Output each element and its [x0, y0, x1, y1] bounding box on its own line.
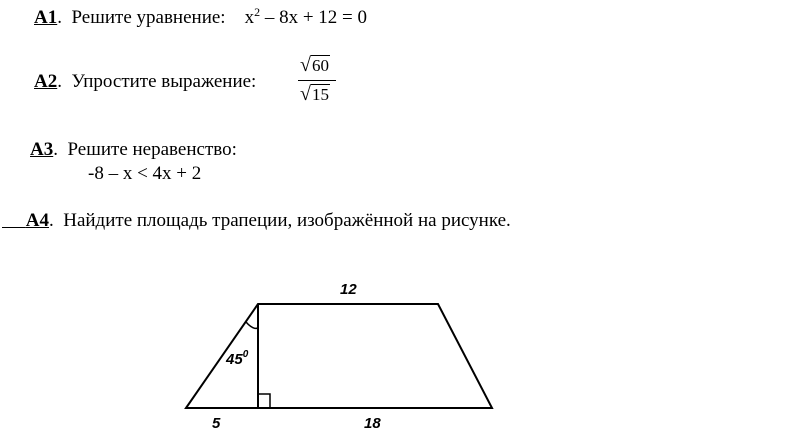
equation-lhs: x [244, 7, 255, 28]
task-a3-text: Решите неравенство: [67, 139, 237, 160]
task-a3-number: А3 [30, 139, 54, 160]
task-a1-number: А1 [34, 7, 58, 28]
right-angle-mark [258, 394, 270, 408]
label-top-base: 12 [340, 281, 357, 298]
label-angle-unit: 0 [242, 349, 249, 360]
task-a4-text: Найдите площадь трапеции, изображённой на рисунке. [63, 210, 511, 231]
task-a3-inequality: -8 – x < 4x + 2 [88, 163, 202, 184]
denominator-radicand: 15 [311, 85, 329, 104]
label-left-segment: 5 [212, 415, 221, 431]
label-right-segment: 18 [364, 415, 381, 431]
task-a1-text: Решите уравнение: [71, 7, 226, 28]
radical-sign-numerator: √ [300, 54, 311, 76]
task-a4-number-text: А4 [25, 210, 49, 231]
equation-rhs: – 8x + 12 = 0 [260, 7, 368, 28]
equation-exponent: 2 [254, 5, 261, 19]
label-angle-value: 45 [226, 351, 243, 368]
radical-sign-denominator: √ [300, 83, 311, 105]
label-angle [225, 349, 249, 368]
task-a4-sep: . [48, 210, 54, 231]
task-a2-sep: . [57, 71, 62, 92]
task-a3-sep: . [53, 139, 58, 160]
angle-arc [246, 322, 258, 328]
task-a2-text: Упростите выражение: [71, 71, 257, 92]
task-a1-sep: . [57, 7, 62, 28]
numerator-radicand: 60 [311, 56, 329, 75]
task-a2-number: А2 [34, 71, 58, 92]
